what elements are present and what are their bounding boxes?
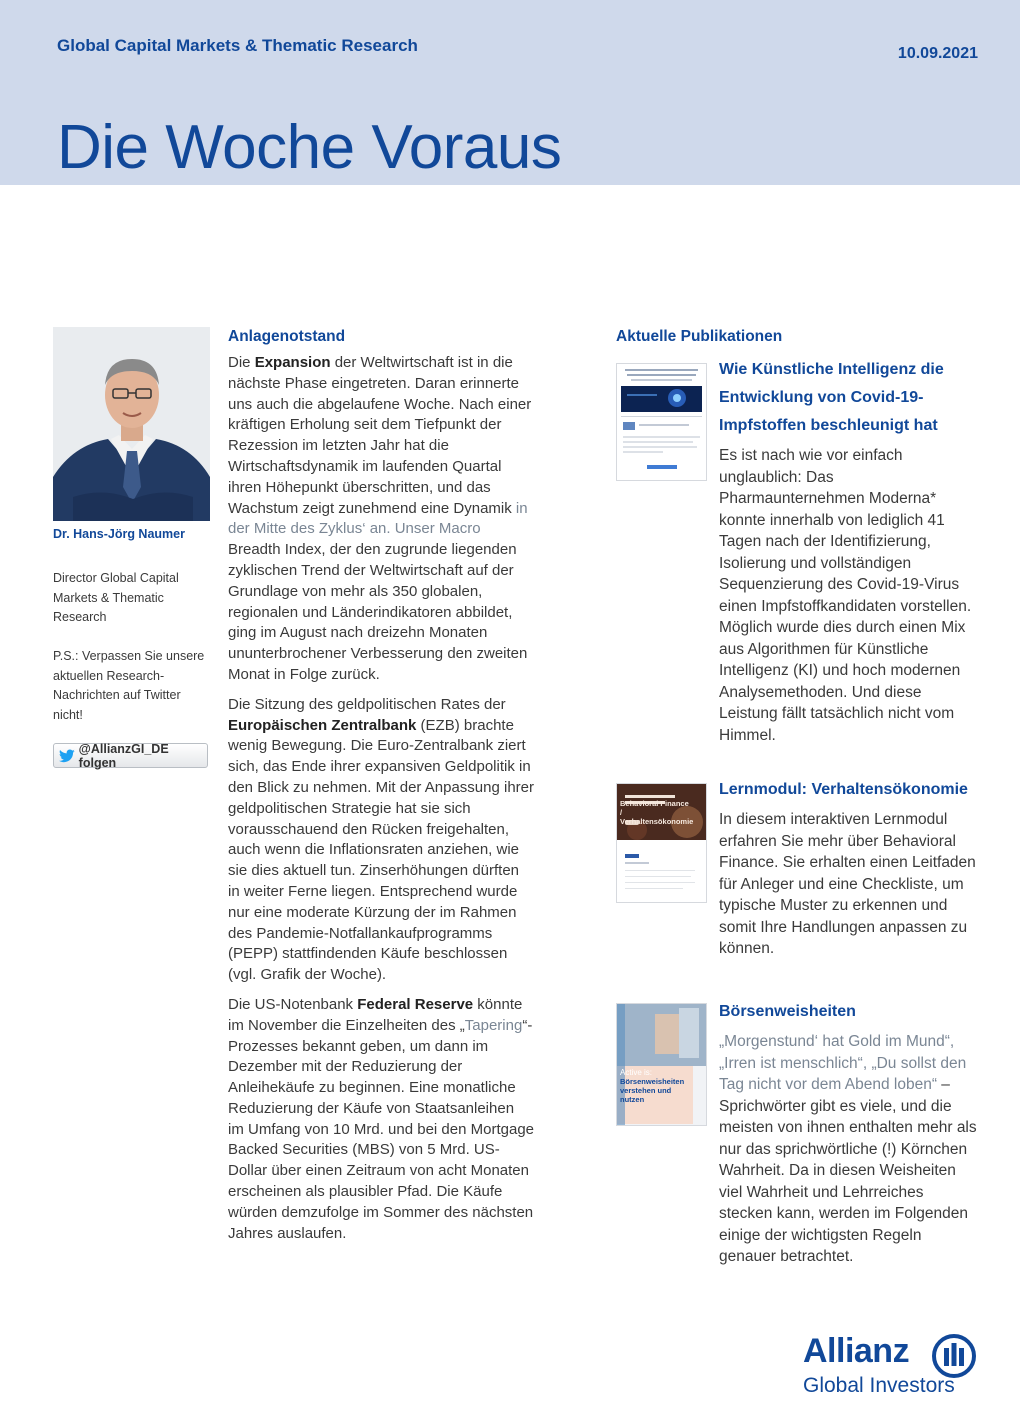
publication-title[interactable]: Lernmodul: Verhaltensökonomie: [719, 781, 968, 798]
publication-item-boersenweisheiten: [719, 998, 981, 1268]
allianz-logo: [803, 1332, 983, 1402]
article-paragraph-2: Die Sitzung des geldpolitischen Rates der Europäischen Zentralbank (EZB) brachte wenig Bewegung. Die Euro-Zentralbank ziert sich, das Ende ihrer expansiven Geldpolitik in den Blick zu nehmen. Mit der Anpassung ihrer geldpolitischen Strategie hat sie sich vorausschauend den Rücken freigehalten, auch wenn die Inflationsraten anziehen, wie sie dies aktuell tun. Zinserhöhungen dürften in weiter Ferne liegen. Entsprechend wurde nur eine moderate Kürzung der im Rahmen des Pandemie-Notfallankaufprogramms (PEPP) stattfindenden Käufe beschlossen (vgl. Grafik der Woche).: [228, 695, 534, 984]
author-name: Dr. Hans-Jörg Naumer: [53, 527, 185, 541]
article-paragraph-3: Die US-Notenbank Federal Reserve könnte im November die Einzelheiten des „Tapering“-Prozesses bekannt geben, um dann im Dezember mit der Reduzierung der Anleihekäufe zu beginnen. Eine monatliche Reduzierung der Käufe von Staatsanleihen im Umfang von 10 Mrd. und bei den Mortgage Backed Securities (MBS) von 5 Mrd. US-Dollar über einen Zeitraum von acht Monaten erscheinen als plausibler Pfad. Die Käufe würden demzufolge im Sommer des nächsten Jahres auslaufen.: [228, 995, 534, 1242]
thumbnail-caption-boersenweisheiten: Börsenweisheiten verstehen und nutzen: [620, 1077, 685, 1104]
publication-item-ai: [719, 356, 981, 746]
publication-text: „Morgenstund‘ hat Gold im Mund“, „Irren ist menschlich“, „Du sollst den Tag nicht vor dem Abend loben“ – Sprichwörter gibt es viele, und die meisten von ihnen enthalten mehr als nur das sprichwörtliche (!) Körnchen Wahrheit. Da in diesen Weisheiten viel Wahrheit und Lehrreiches stecken kann, werden im Folgenden einige der wichtigsten Regeln genauer betrachtet.: [719, 1033, 977, 1265]
article-column: [228, 328, 534, 1253]
publication-text: In diesem interaktiven Lernmodul erfahren Sie mehr über Behavioral Finance. Sie erhalten einen Leitfaden für Anleger und eine Checkliste, um typische Muster zu erkennen und somit Ihre Handlungen anpassen zu können.: [719, 811, 976, 957]
twitter-ps-note: P.S.: Verpassen Sie unsere aktuellen Research-Nachrichten auf Twitter nicht!: [53, 649, 205, 722]
publications-heading: Aktuelle Publikationen: [616, 328, 783, 345]
publication-title[interactable]: Wie Künstliche Intelligenz die Entwicklung von Covid-19-Impfstoffen beschleunigt hat: [719, 361, 944, 434]
thumbnail-caption-active-is: Active is:: [620, 1068, 653, 1077]
publication-item-behavioral: [719, 776, 981, 960]
allianz-eagle-icon: [931, 1334, 977, 1378]
thumbnail-caption-behavioral: Behavioral Finance / Verhaltensökonomie: [620, 799, 694, 826]
twitter-follow-button[interactable]: [53, 743, 208, 768]
header-supertitle: Global Capital Markets & Thematic Research: [57, 36, 418, 55]
twitter-follow-label: @AllianzGI_DE folgen: [78, 741, 169, 770]
publication-title[interactable]: Börsenweisheiten: [719, 1003, 856, 1020]
header-date: 10.09.2021: [897, 45, 978, 62]
author-role: Director Global Capital Markets & Thematic Research: [53, 571, 179, 624]
article-paragraph-1: Die Expansion der Weltwirtschaft ist in die nächste Phase eingetreten. Daran erinnerte uns auch die abgelaufene Woche. Nach einer kräftigen Erholung seit dem Tiefpunkt der Rezession im letzten Jahr hat die Wirtschaftsdynamik im laufenden Quartal ihren Höhepunkt überschritten, und das Wachstum zeigt zunehmend eine Dynamik in der Mitte des Zyklus‘ an. Unser Macro Breadth Index, der den zugrunde liegenden zyklischen Trend der Weltwirtschaft auf der Grundlage von mehr als 350 globalen, regionalen und Länderindikatoren abbildet, ging im August nach dreizehn Monaten ununterbrochener Verbesserung den zweiten Monat in Folge zurück.: [228, 354, 532, 683]
twitter-bird-icon: [59, 749, 75, 763]
article-heading: Anlagenotstand: [228, 328, 346, 345]
author-photo: [53, 327, 210, 521]
page-header: [0, 0, 1020, 185]
page-title: Die Woche Voraus: [57, 113, 562, 182]
logo-brand: Allianz: [803, 1332, 910, 1370]
publication-text: Es ist nach wie vor einfach unglaublich: Das Pharmaunternehmen Moderna* konnte innerhalb von lediglich 41 Tagen nach der Identifizierung, Isolierung und vollständigen Sequenzierung des Covid-19-Virus einen Impfstoffkandidaten vorstellen. Möglich wurde dies durch einen Mix aus Algorithmen für Künstliche Intelligenz (KI) und hoch modernen Analysemethoden. Und diese Leistung fällt tatsächlich nicht vom Himmel.: [719, 447, 972, 744]
logo-subtitle: Global Investors: [803, 1374, 955, 1397]
publication-thumbnail-ai[interactable]: [616, 363, 707, 481]
publication-thumbnail-boersenweisheiten[interactable]: [616, 1003, 707, 1126]
